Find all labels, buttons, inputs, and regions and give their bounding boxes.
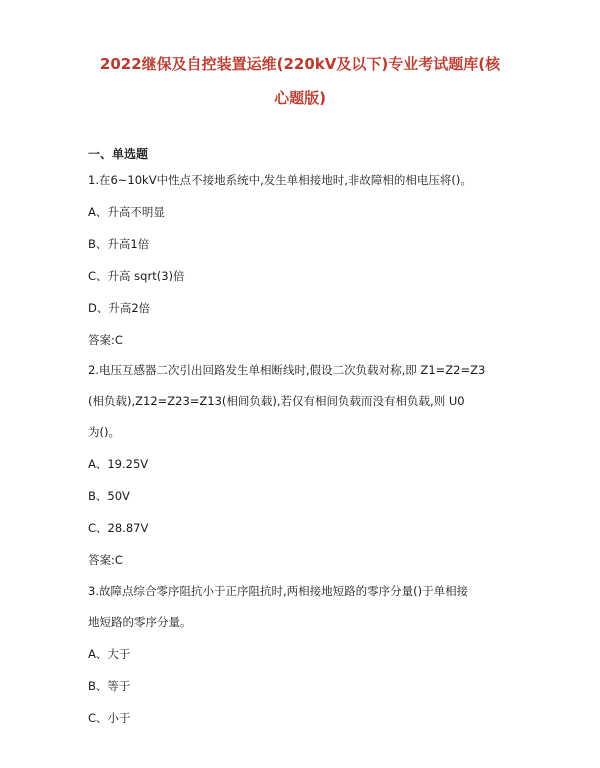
- question-2-option-c: C、28.87V: [88, 521, 149, 535]
- question-1-stem: 1.在6~10kV中性点不接地系统中,发生单相接地时,非故障相的相电压将()。: [88, 173, 472, 187]
- question-2-option-a: A、19.25V: [88, 457, 149, 471]
- question-1-option-a: A、升高不明显: [88, 205, 165, 219]
- document-title-line-2: 心题版): [274, 89, 326, 107]
- question-1-option-c: C、升高 sqrt(3)倍: [88, 269, 185, 283]
- question-3-option-a: A、大于: [88, 647, 131, 661]
- question-2-stem-line-3: 为()。: [88, 425, 120, 439]
- question-2-stem-line-1: 2.电压互感器二次引出回路发生单相断线时,假设二次负载对称,即 Z1=Z2=Z3: [88, 363, 486, 377]
- question-1-option-b: B、升高1倍: [88, 237, 150, 251]
- question-3-stem-line-2: 地短路的零序分量。: [88, 615, 192, 629]
- question-3-stem-line-1: 3.故障点综合零序阻抗小于正序阻抗时,两相接地短路的零序分量()于单相接: [88, 584, 469, 598]
- question-1-answer: 答案:C: [88, 333, 123, 347]
- question-2-answer: 答案:C: [88, 553, 123, 567]
- question-2-stem-line-2: (相负载),Z12=Z23=Z13(相间负载),若仅有相间负载而没有相负载,则 U0: [88, 394, 465, 408]
- document-title-line-1: 2022继保及自控装置运维(220kV及以下)专业考试题库(核: [99, 55, 501, 73]
- question-3-option-b: B、等于: [88, 679, 131, 693]
- section-heading: 一、单选题: [88, 147, 149, 161]
- question-3-option-c: C、小于: [88, 711, 131, 725]
- question-1-option-d: D、升高2倍: [88, 301, 151, 315]
- question-2-option-b: B、50V: [88, 489, 130, 503]
